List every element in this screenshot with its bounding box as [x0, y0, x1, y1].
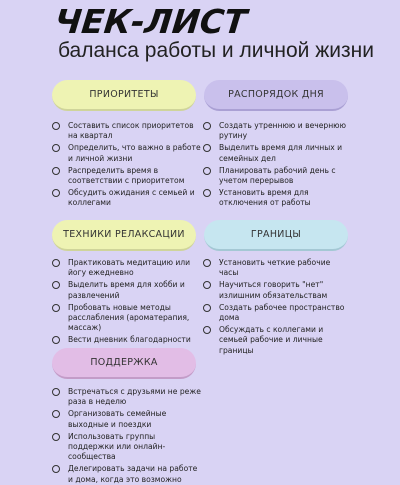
checkbox-icon[interactable] — [52, 336, 60, 344]
checklist-item[interactable]: Определить, что важно в работе и личной жизни — [52, 143, 202, 163]
checkbox-icon[interactable] — [203, 281, 211, 289]
checkbox-icon[interactable] — [52, 410, 60, 418]
checkbox-icon[interactable] — [52, 281, 60, 289]
checklist-item[interactable]: Выделить время для личных и семейных дел — [203, 143, 348, 163]
section-header-priorities — [52, 80, 196, 111]
checklist-item[interactable]: Распределить время в соответствии с приоритетом — [52, 166, 202, 186]
checkbox-icon[interactable] — [203, 189, 211, 197]
checkbox-icon[interactable] — [52, 122, 60, 130]
checklist-schedule — [203, 121, 348, 209]
checklist-item[interactable]: Создать рабочее пространство дома — [203, 303, 348, 323]
checklist-support — [52, 387, 202, 485]
checklist-item[interactable]: Вести дневник благодарности — [52, 335, 202, 345]
checkbox-icon[interactable] — [203, 122, 211, 130]
section-header-boundaries — [204, 220, 348, 251]
checkbox-icon[interactable] — [52, 259, 60, 267]
section-header-relaxation — [52, 220, 196, 251]
checklist-boundaries — [203, 258, 348, 356]
checkbox-icon[interactable] — [52, 388, 60, 396]
checklist-item[interactable]: Выделить время для хобби и развлечений — [52, 280, 202, 300]
checkbox-icon[interactable] — [203, 304, 211, 312]
checkbox-icon[interactable] — [203, 259, 211, 267]
checkbox-icon[interactable] — [52, 304, 60, 312]
checklist-item[interactable]: Использовать группы поддержки или онлайн-сообщества — [52, 432, 202, 463]
checklist-item[interactable]: Научиться говорить "нет" излишним обязательствам — [203, 280, 348, 300]
section-title-relaxation: ТЕХНИКИ РЕЛАКСАЦИИ — [63, 229, 185, 240]
checklist-item[interactable]: Установить четкие рабочие часы — [203, 258, 348, 278]
checkbox-icon[interactable] — [52, 465, 60, 473]
section-title-schedule: РАСПОРЯДОК ДНЯ — [228, 89, 324, 100]
checkbox-icon[interactable] — [203, 326, 211, 334]
checklist-item[interactable]: Организовать семейные выходные и поездки — [52, 409, 202, 429]
page-subtitle: баланса работы и личной жизни — [58, 39, 374, 62]
checklist-item[interactable]: Обсудить ожидания с семьей и коллегами — [52, 188, 202, 208]
section-title-support: ПОДДЕРЖКА — [90, 357, 158, 368]
checkbox-icon[interactable] — [52, 433, 60, 441]
checklist-item[interactable]: Создать утреннюю и вечернюю рутину — [203, 121, 348, 141]
checkbox-icon[interactable] — [52, 167, 60, 175]
checklist-item[interactable]: Делегировать задачи на работе и дома, когда это возможно — [52, 464, 202, 484]
checklist-priorities — [52, 121, 202, 209]
checkbox-icon[interactable] — [203, 167, 211, 175]
checklist-item[interactable]: Практиковать медитацию или йогу ежедневно — [52, 258, 202, 278]
checklist-item[interactable]: Встречаться с друзьями не реже раза в неделю — [52, 387, 202, 407]
section-header-schedule — [204, 80, 348, 111]
checklist-item[interactable]: Пробовать новые методы расслабления (ароматерапия, массаж) — [52, 303, 202, 334]
section-title-priorities: ПРИОРИТЕТЫ — [89, 89, 159, 100]
checklist-item[interactable]: Обсуждать с коллегами и семьей рабочие и личные границы — [203, 325, 348, 356]
section-header-support — [52, 348, 196, 379]
checklist-relaxation — [52, 258, 202, 346]
checkbox-icon[interactable] — [52, 144, 60, 152]
checkbox-icon[interactable] — [52, 189, 60, 197]
section-title-boundaries: ГРАНИЦЫ — [250, 229, 302, 240]
page-title: ЧЕК-ЛИСТ — [52, 2, 249, 41]
checklist-item[interactable]: Составить список приоритетов на квартал — [52, 121, 202, 141]
checklist-item[interactable]: Планировать рабочий день с учетом перерывов — [203, 166, 348, 186]
checklist-item[interactable]: Установить время для отключения от работы — [203, 188, 348, 208]
checkbox-icon[interactable] — [203, 144, 211, 152]
